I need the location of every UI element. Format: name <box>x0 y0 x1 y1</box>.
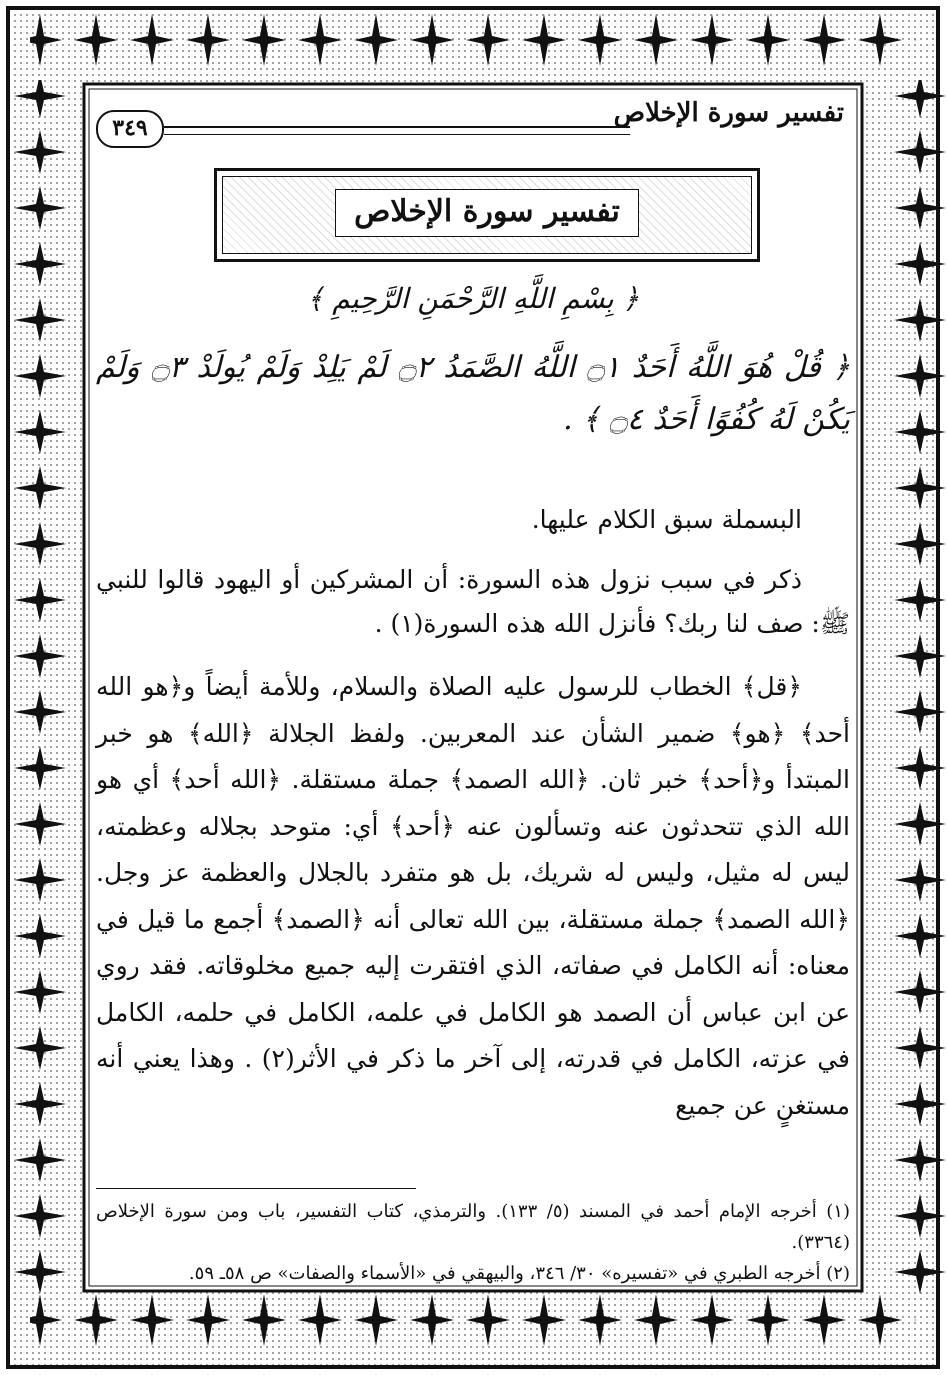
surah-title: تفسير سورة الإخلاص <box>335 189 639 237</box>
paragraph-basmala-note: البسملة سبق الكلام عليها. <box>531 505 802 534</box>
footnote-separator <box>96 1188 416 1189</box>
title-banner <box>214 168 760 262</box>
quran-verses: ﴿ قُلْ هُوَ اللَّهُ أَحَدٌ ۝١ اللَّهُ الصَّمَدُ ۝٢ لَمْ يَلِدْ وَلَمْ يُولَدْ ۝٣ وَلَمْ يَكُنْ لَهُ كُفُوًا أَحَدٌ ۝٤ ﴾ . <box>96 350 850 437</box>
paragraph-commentary: ﴿قل﴾ الخطاب للرسول عليه الصلاة والسلام، وللأمة أيضاً و﴿هو الله أحد﴾ ﴿هو﴾ ضمير الشأن عند المعربين. ولفظ الجلالة ﴿الله﴾ هو خبر المبتدأ و﴿أحد﴾ خبر ثان. ﴿الله الصمد﴾ جملة مستقلة. ﴿الله أحد﴾ أي هو الله الذي تتحدثون عنه وتسألون عنه ﴿أحد﴾ أي: متوحد بجلاله وعظمته، ليس له مثيل، وليس له شريك، بل هو متفرد بالجلال والعظمة عز وجل. ﴿الله الصمد﴾ جملة مستقلة، بين الله تعالى أنه ﴿الصمد﴾ أجمع ما قيل في معناه: أنه الكامل في صفاته، الذي افتقرت إليه جميع مخلوقاته. فقد روي عن ابن عباس أن الصمد هو الكامل في علمه، الكامل في حلمه، الكامل في عزته، الكامل في قدرته، إلى آخر ما ذكر في الأثر(٢) . وهذا يعني أنه مستغنٍ عن جميع <box>96 672 850 1120</box>
footnote-2: (٢) أخرجه الطبري في «تفسيره» ٣٠/ ٣٤٦، والبيهقي في «الأسماء والصفات» ص ٥٨ـ ٥٩. <box>188 1263 850 1284</box>
footnotes <box>96 1196 850 1289</box>
basmala: ﴿ بِسْمِ اللَّهِ الرَّحْمَنِ الرَّحِيمِ ﴾ <box>306 282 640 315</box>
running-header <box>96 96 850 140</box>
footnote-1: (١) أخرجه الإمام أحمد في المسند (٥/ ١٣٣). والترمذي، كتاب التفسير، باب ومن سورة الإخلاص (٣٣٦٤). <box>96 1201 850 1253</box>
page-content <box>96 96 850 1284</box>
running-title: تفسير سورة الإخلاص <box>613 98 844 128</box>
page-number: ٣٤٩ <box>96 110 164 148</box>
header-rule <box>164 126 630 135</box>
paragraph-revelation-cause: ذكر في سبب نزول هذه السورة: أن المشركين أو اليهود قالوا للنبي ﷺ: صف لنا ربك؟ فأنزل الله هذه السورة(١) . <box>96 565 850 638</box>
